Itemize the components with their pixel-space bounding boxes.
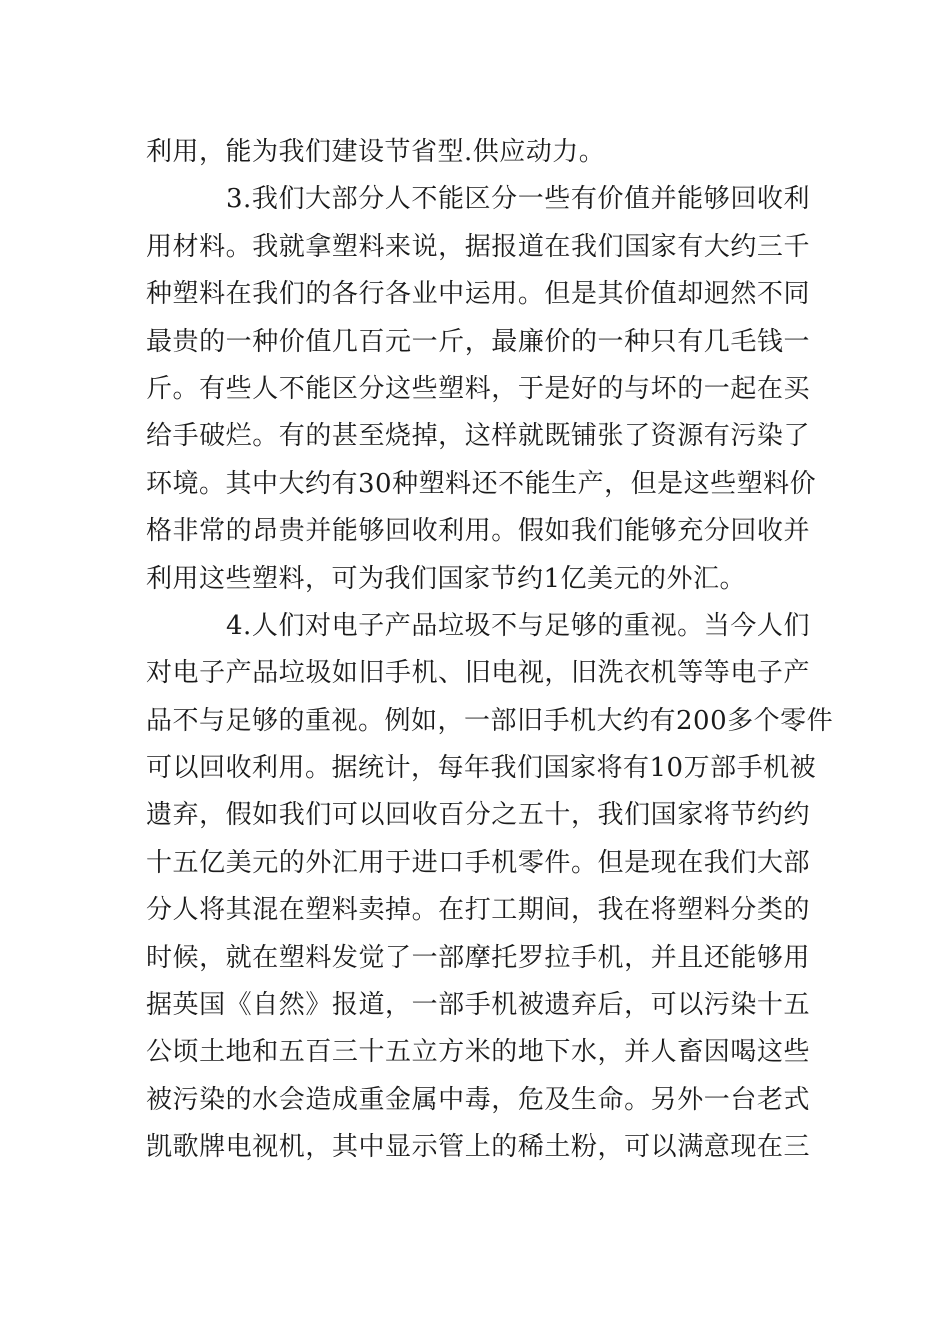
text-line: 对电子产品垃圾如旧手机、旧电视，旧洗衣机等等电子产 <box>146 658 810 689</box>
paragraph-4-first-line: 4.人们对电子产品垃圾不与足够的重视。当今人们 <box>226 610 810 641</box>
paragraph-3-first-line: 3.我们大部分人不能区分一些有价值并能够回收利 <box>226 184 810 215</box>
text-line: 十五亿美元的外汇用于进口手机零件。但是现在我们大部 <box>146 847 810 878</box>
text-line: 公顷土地和五百三十五立方米的地下水，并人畜因喝这些 <box>146 1037 810 1068</box>
text-line: 最贵的一种价值几百元一斤，最廉价的一种只有几毛钱一 <box>146 326 810 357</box>
body-text <box>146 129 834 1172</box>
text-line: 凯歌牌电视机，其中显示管上的稀土粉，可以满意现在三 <box>146 1132 810 1163</box>
text-line: 格非常的昂贵并能够回收利用。假如我们能够充分回收并 <box>146 516 810 547</box>
text-line: 种塑料在我们的各行各业中运用。但是其价值却迥然不同 <box>146 279 810 310</box>
text-line: 给手破烂。有的甚至烧掉，这样就既铺张了资源有污染了 <box>146 421 810 452</box>
text-line: 被污染的水会造成重金属中毒，危及生命。另外一台老式 <box>146 1084 810 1115</box>
text-line: 用材料。我就拿塑料来说，据报道在我们国家有大约三千 <box>146 231 810 262</box>
text-line: 斤。有些人不能区分这些塑料，于是好的与坏的一起在买 <box>146 373 810 404</box>
text-line: 利用，能为我们建设节省型.供应动力。 <box>146 137 606 167</box>
text-line: 遗弃，假如我们可以回收百分之五十，我们国家将节约约 <box>146 800 810 831</box>
text-line: 环境。其中大约有30种塑料还不能生产，但是这些塑料价 <box>146 468 817 499</box>
text-line: 分人将其混在塑料卖掉。在打工期间，我在将塑料分类的 <box>146 895 810 926</box>
text-line: 据英国《自然》报道，一部手机被遗弃后，可以污染十五 <box>146 990 810 1021</box>
text-line: 品不与足够的重视。例如，一部旧手机大约有200多个零件 <box>146 705 834 736</box>
text-line: 可以回收利用。据统计，每年我们国家将有10万部手机被 <box>146 753 817 784</box>
text-line: 利用这些塑料，可为我们国家节约1亿美元的外汇。 <box>146 563 747 594</box>
text-line: 时候，就在塑料发觉了一部摩托罗拉手机，并且还能够用 <box>146 942 810 973</box>
